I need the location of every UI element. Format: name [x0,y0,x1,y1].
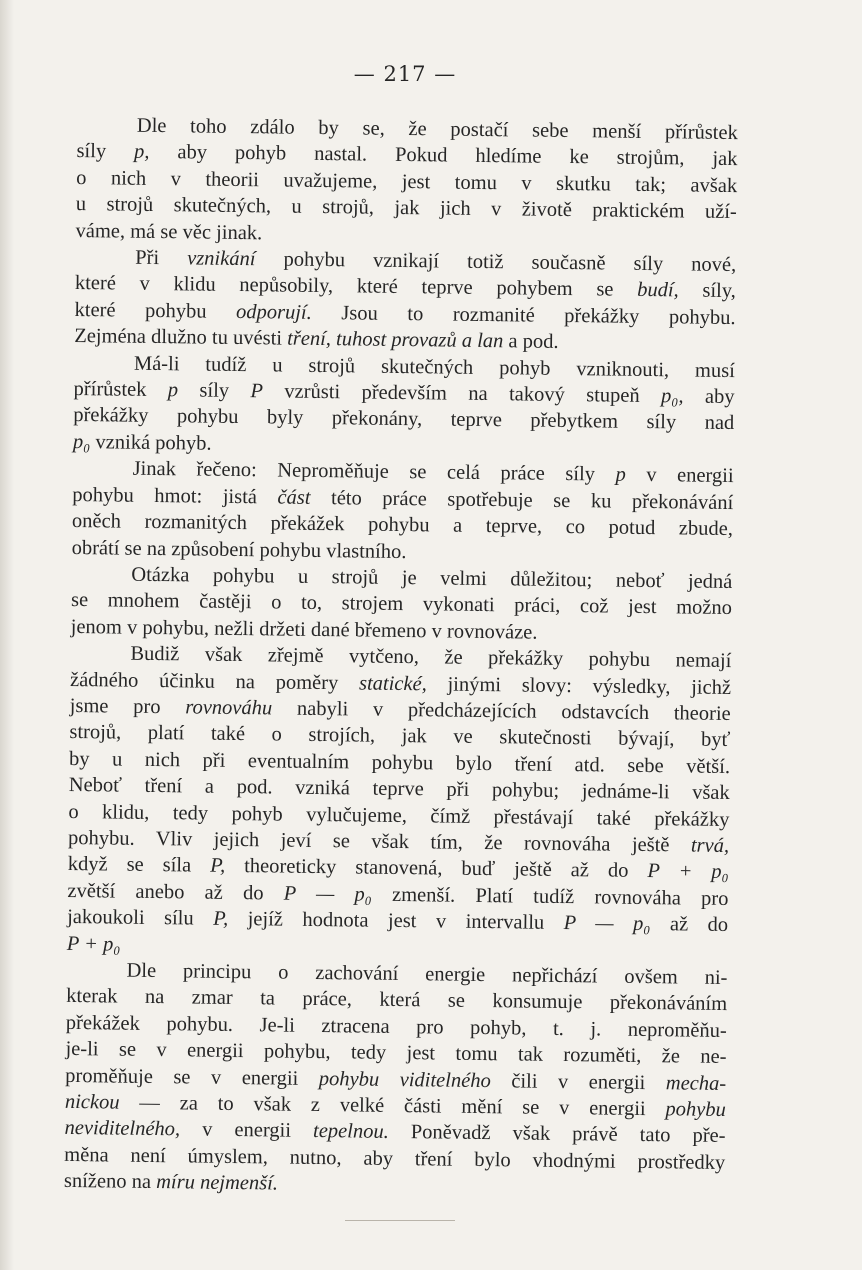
text-segment: přírůstek [73,378,168,402]
italic-text: tření, tuhost provazů a lan [287,327,504,353]
italic-text: P [250,380,264,403]
text-segment: sníženo na [63,1170,157,1194]
page-number: — 217 — [353,62,457,86]
text-segment: Má-li tudíž u strojů skutečných pohyb vzniknouti, musí [133,352,736,382]
text-segment: žádného účinku na poměry [69,668,360,695]
text-segment: a pod. [503,330,559,354]
text-segment: aby [683,385,735,409]
italic-text: p [615,463,626,487]
text-segment: vzniká pohyb. [90,431,212,455]
text-segment: překážek pohybu. Je-li ztracena pro pohyb, t. j. neproměňu- [65,1011,727,1042]
text-segment: by u nich při eventualním pohybu bylo tření atd. sebe větší. [68,747,731,778]
italic-text: pohybu viditelného [318,1067,491,1092]
text-segment: pohybu hmot: jistá [72,483,278,509]
italic-text: budí, [637,279,679,302]
text-segment: proměňuje se v energii [65,1064,319,1090]
text-segment: Dle toho zdálo by se, že postačí sebe menší přírůstek [136,114,738,145]
text-segment: až do [650,913,729,937]
italic-text: statické, [358,672,427,695]
text-segment: aby pohyb nastal. Pokud hledíme ke strojům, jak [149,141,738,171]
text-segment: překážky pohybu byly překonány, teprve přebytkem síly nad [73,404,735,435]
text-segment: nabyli v předcházejících odstavcích theorie [272,697,731,725]
italic-text: p₀, [660,385,684,408]
text-segment: síly [177,379,251,403]
text-segment: Poněvadž však právě tato pře- [388,1121,726,1148]
italic-text: trvá, [690,834,730,857]
italic-text: p₀ [72,430,91,454]
text-segment: jinými slovy: výsledky, jichž [426,672,732,699]
italic-text: P, [210,855,226,878]
italic-text: P + p₀ [66,932,121,956]
text-segment: síly [76,140,135,164]
text-segment: kterak na zmar ta práce, která se konsumuje překonáváním [66,985,728,1016]
text-segment: v energii [180,1118,314,1143]
text-segment: které v klidu nepůsobily, které teprve pohybem se [74,272,638,302]
text-segment: v energii [625,464,734,488]
text-segment: je-li se v energii pohybu, tedy jest tomu tak rozuměti, že ne- [65,1038,727,1069]
text-segment: o nich v theorii uvažujeme, jest tomu v skutku tak; avšak [76,166,738,197]
italic-text: vznikání [187,247,256,271]
body-text [64,112,738,1203]
text-segment: Neboť tření a pod. vzniká teprve při pohybu; jednáme-li však [68,774,730,805]
text-segment: síly, [678,279,736,303]
text-segment: o klidu, tedy pohyb vylučujeme, čímž přestávají také překážky [68,800,730,831]
italic-text: P — p₀ [563,912,651,936]
text-segment: pohybu. Vliv jejich jeví se však tím, že rovnováha ještě [67,826,692,857]
text-segment: u strojů skutečných, u strojů, jak jich v životě praktickém uží- [75,193,737,224]
italic-text: tepelnou. [312,1120,389,1144]
text-segment: — za to však z velké části mění se v energii [119,1091,666,1121]
italic-text: odporují. [235,300,312,324]
italic-text: mecha- [665,1071,727,1095]
italic-text: pohybu [665,1098,726,1122]
italic-text: P — p₀ [283,882,373,906]
text-segment: měna není úmyslem, nutno, aby tření bylo vhodnými prostředky [64,1143,726,1174]
italic-text: míru nejmenší. [156,1171,279,1195]
text-segment: Budiž však zřejmě vytčeno, že překážky pohybu nemají [130,642,732,673]
text-segment: které pohybu [74,298,237,323]
italic-text: část [277,486,311,509]
text-segment: vzrůsti především na takový stupeň [262,380,662,408]
text-segment: se mnohem častěji o to, strojem vykonati práci, což jest možno [70,589,733,620]
text-segment: pohybu vznikají totiž současně síly nové, [255,248,737,277]
text-segment: jenom v pohybu, nežli držeti dané břemeno v rovnováze. [70,615,538,644]
text-segment: jejíž hodnota jest v intervallu [228,908,564,935]
text-segment: jsme pro [69,694,186,719]
text-segment: Při [135,246,188,270]
italic-text: neviditelného, [64,1117,181,1141]
text-segment: jakoukoli sílu [67,906,214,930]
italic-text: p, [133,141,150,164]
text-segment: Jinak řečeno: Neproměňuje se celá práce síly [132,457,616,486]
italic-text: P, [213,907,229,931]
text-segment: Jsou to rozmanité překážky pohybu. [311,301,736,329]
text-segment: Otázka pohybu u strojů je velmi důležitou; neboť jedná [131,563,733,593]
italic-text: p [167,379,179,402]
text-segment: zmenší. Platí tudíž rovnováha pro [371,883,729,910]
italic-text: rovnováhu [185,696,273,720]
text-segment: oněch rozmanitých překážek pohybu a teprve, co potud zbude, [71,510,734,541]
text-segment: Zejména dlužno tu uvésti [74,325,288,350]
text-segment: Dle principu o zachování energie nepřichází ovšem ni- [126,959,728,990]
page-edge [0,0,14,1270]
italic-text: P + p₀ [647,860,729,884]
text-segment: theoreticky stanovená, buď ještě až do [225,855,648,883]
text-segment: strojů, platí také o strojích, jak ve skutečnosti bývají, byť [69,721,731,752]
italic-text: nickou [64,1090,120,1114]
text-segment: váme, má se věc jinak. [75,219,263,244]
text-segment: obrátí se na způsobení pohybu vlastního. [71,536,407,563]
text-segment: zvětší anebo až do [67,879,284,905]
text-segment: této práce spotřebuje se ku překonávání [310,486,734,514]
text-segment: čili v energii [490,1069,666,1094]
text-segment: když se síla [67,853,211,878]
bottom-rule [345,1220,455,1221]
